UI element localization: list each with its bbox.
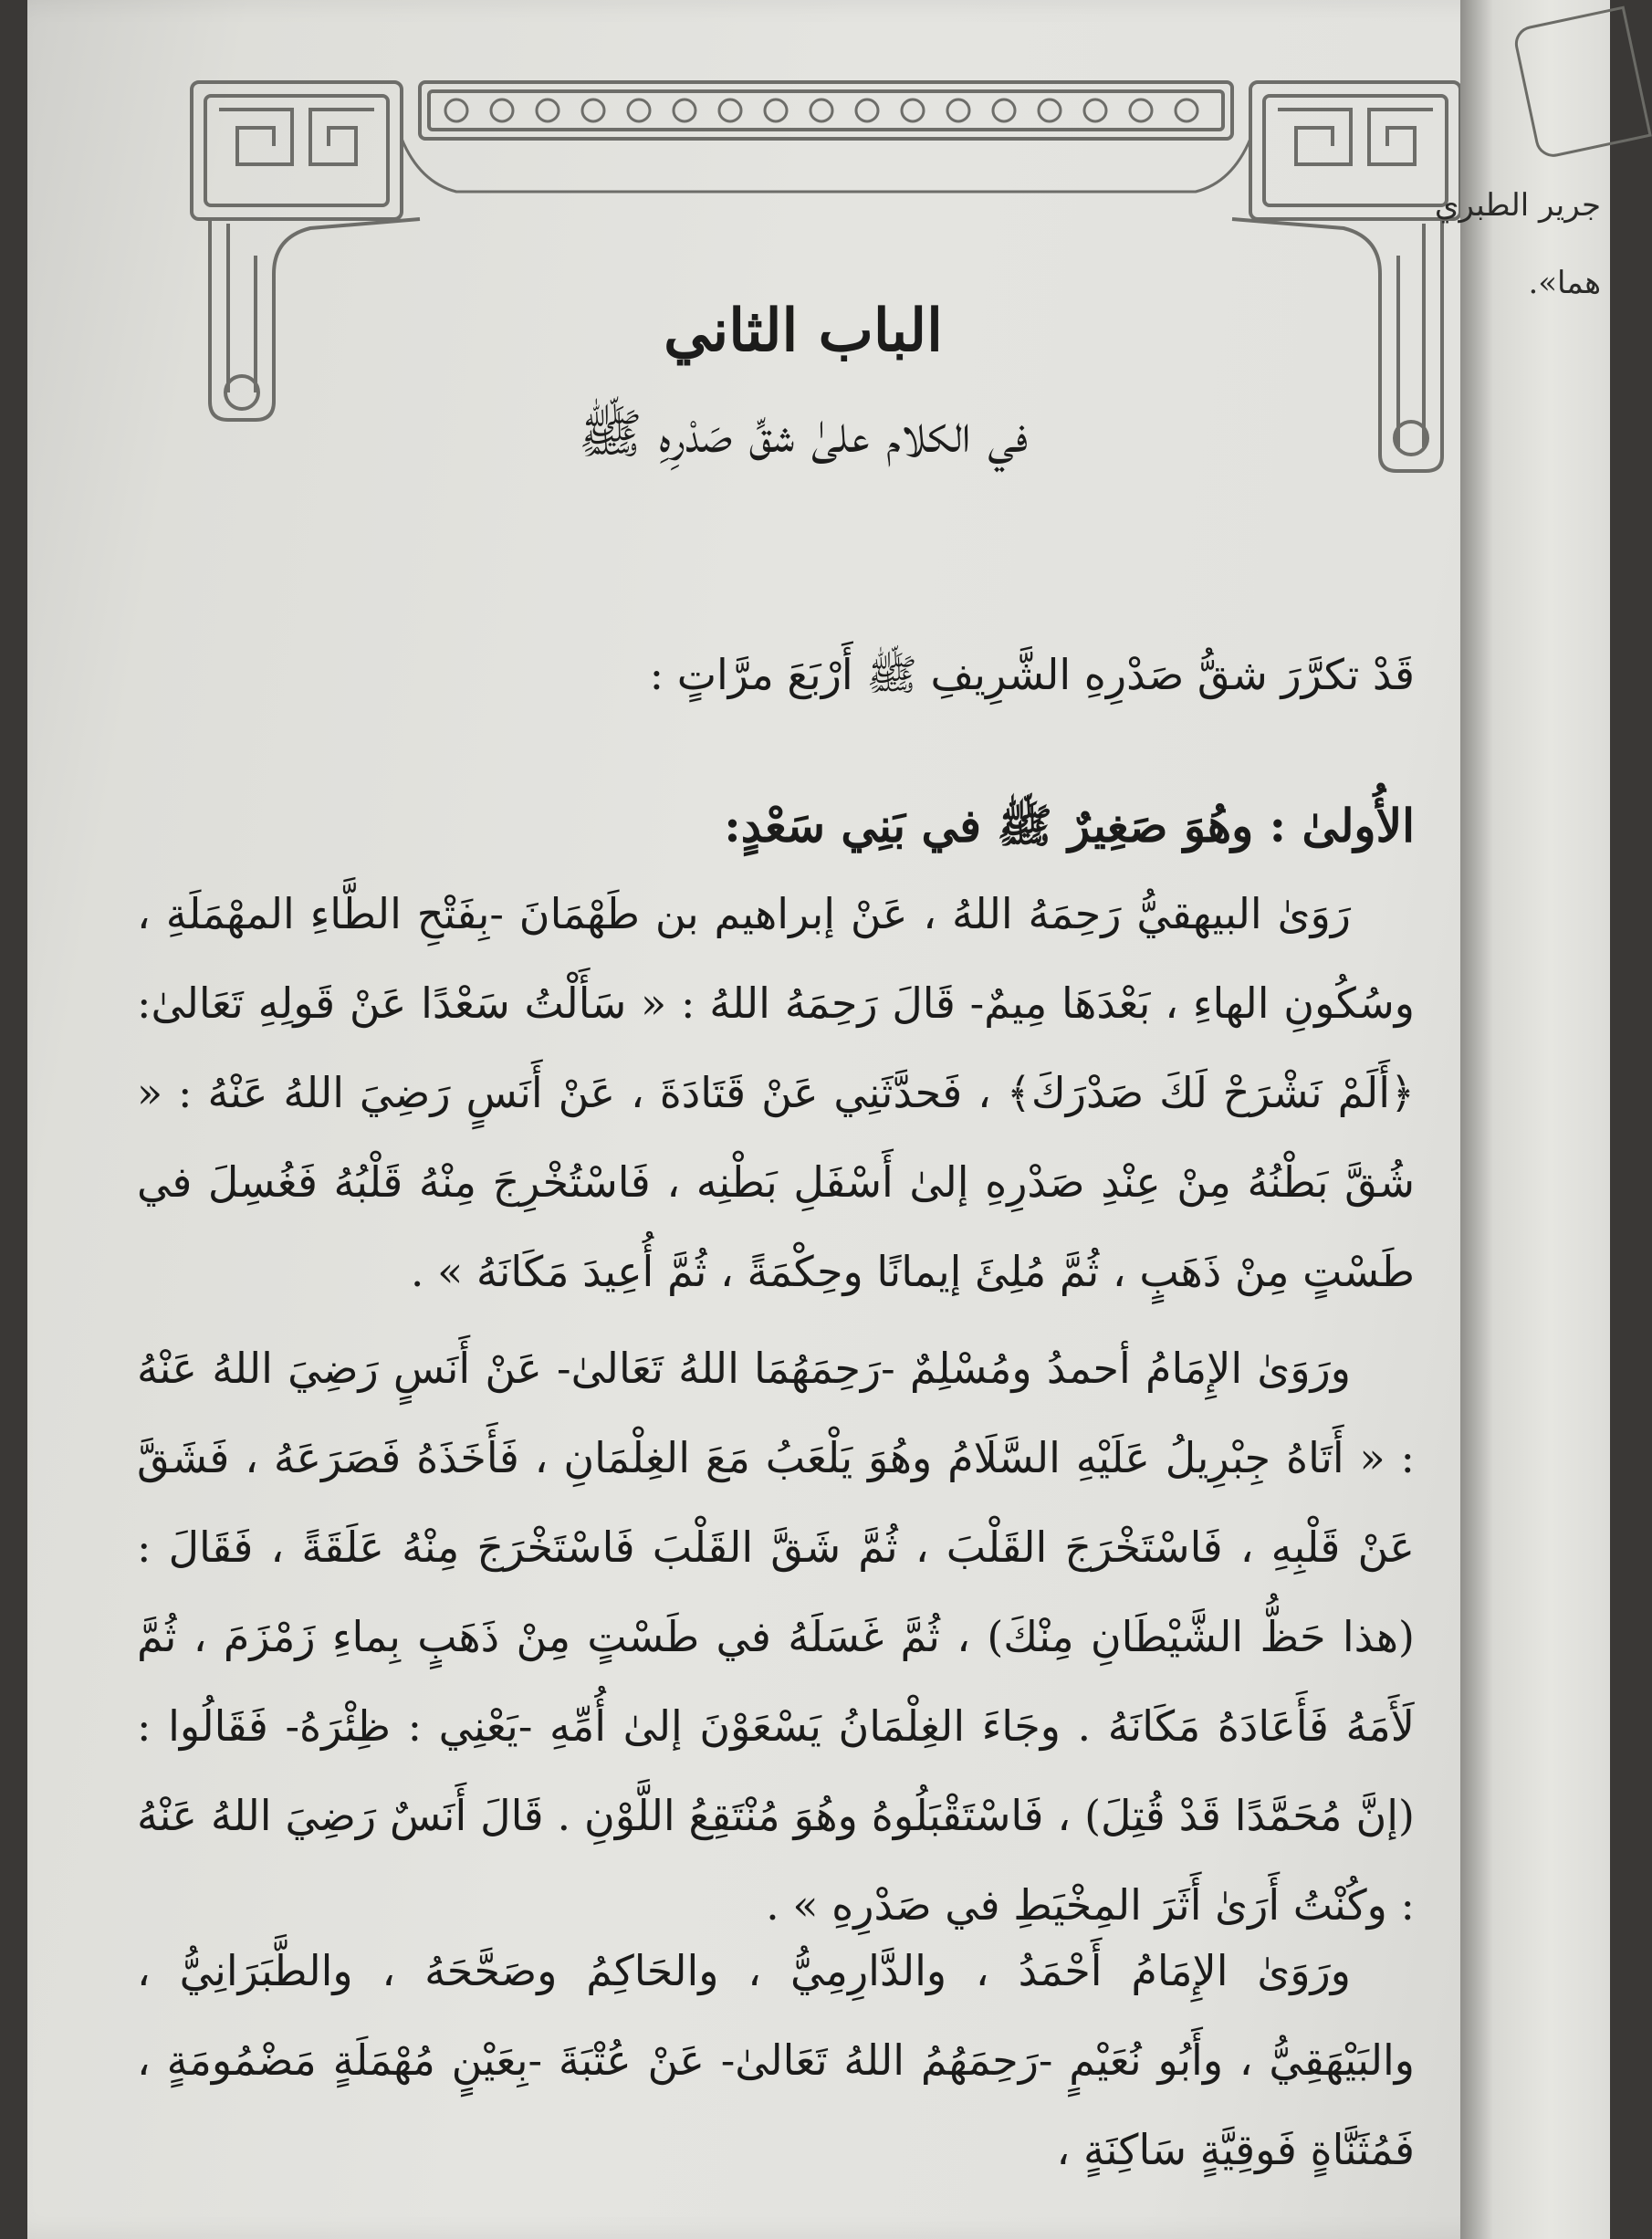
paragraph-3-block [137,1926,1415,2194]
adjacent-snippet-2: هما». [1528,265,1601,301]
chapter-title: الباب الثاني [664,297,943,365]
paragraph-1-block [137,869,1415,1316]
adjacent-page-edge [1434,0,1610,2239]
paragraph-2-block [137,1324,1415,1950]
paragraph-1: رَوَىٰ البيهقيُّ رَحِمَهُ اللهُ ، عَنْ إبراهيم بن طَهْمَانَ -بِفَتْحِ الطَّاءِ المهْمَلَةِ ، وسُكُونِ الهاءِ ، بَعْدَهَا مِيمٌ- قَالَ رَحِمَهُ اللهُ : « سَأَلْتُ سَعْدًا عَنْ قَولِهِ تَعَالىٰ: ﴿أَلَمْ نَشْرَحْ لَكَ صَدْرَكَ﴾ ، فَحدَّثَنِي عَنْ قَتَادَةَ ، عَنْ أَنَسٍ رَضِيَ اللهُ عَنْهُ : « شُقَّ بَطْنُهُ مِنْ عِنْدِ صَدْرِهِ إلىٰ أَسْفَلِ بَطْنِه ، فَاسْتُخْرِجَ مِنْهُ قَلْبُهُ فَغُسِلَ في طَسْتٍ مِنْ ذَهَبٍ ، ثُمَّ مُلِئَ إيمانًا وحِكْمَةً ، ثُمَّ أُعِيدَ مَكَانَهُ » . [137,889,1415,1296]
chapter-subtitle: في الكلام علىٰ شقِّ صَدْرِهِ ﷺ [578,403,1029,465]
paragraph-3: ورَوَىٰ الإِمَامُ أَحْمَدُ ، والدَّارِمِيُّ ، والحَاكِمُ وصَحَّحَهُ ، والطَّبَرَانِيُّ ، والبَيْهَقِيُّ ، وأَبُو نُعَيْمٍ -رَحِمَهُمُ اللهُ تَعَالىٰ- عَنْ عُتْبَةَ -بِعَيْنٍ مُهْمَلَةٍ مَضْمُومَةٍ ، فَمُثَنَّاةٍ فَوقِيَّةٍ سَاكِنَةٍ ، [137,1946,1415,2174]
intro-text: قَدْ تكرَّرَ شقُّ صَدْرِهِ الشَّرِيفِ ﷺ أَرْبَعَ مرَّاتٍ : [649,650,1415,699]
first-heading: الأُولىٰ : وهُوَ صَغِيرٌ ﷺ في بَنِي سَعْدٍ: [724,799,1415,853]
adjacent-page-ornament [1511,5,1652,160]
paragraph-2: ورَوَىٰ الإِمَامُ أحمدُ ومُسْلِمٌ -رَحِمَهُمَا اللهُ تَعَالىٰ- عَنْ أَنَسٍ رَضِيَ اللهُ عَنْهُ : « أَتَاهُ جِبْرِيلُ عَلَيْهِ السَّلَامُ وهُوَ يَلْعَبُ مَعَ الغِلْمَانِ ، فَأَخَذَهُ فَصَرَعَهُ ، فَشَقَّ عَنْ قَلْبِهِ ، فَاسْتَخْرَجَ القَلْبَ ، ثُمَّ شَقَّ القَلْبَ فَاسْتَخْرَجَ مِنْهُ عَلَقَةً ، فَقَالَ : (هذا حَظُّ الشَّيْطَانِ مِنْكَ) ، ثُمَّ غَسَلَهُ في طَسْتٍ مِنْ ذَهَبٍ بِماءِ زَمْزَمَ ، ثُمَّ لَأَمَهُ فَأَعَادَهُ مَكَانَهُ . وجَاءَ الغِلْمَانُ يَسْعَوْنَ إلىٰ أُمِّهِ -يَعْنِي : ظِئْرَهُ- فَقَالُوا : (إنَّ مُحَمَّدًا قَدْ قُتِلَ) ، فَاسْتَقْبَلُوهُ وهُوَ مُنْتَقِعُ اللَّوْنِ . قَالَ أَنَسٌ رَضِيَ اللهُ عَنْهُ : وكُنْتُ أَرَىٰ أَثَرَ المِخْيَطِ في صَدْرِهِ » . [137,1344,1415,1930]
adjacent-snippet-1: جرير الطبري [1434,187,1601,224]
book-page [27,0,1506,2239]
section-first [137,781,1415,871]
intro-line [137,630,1415,719]
